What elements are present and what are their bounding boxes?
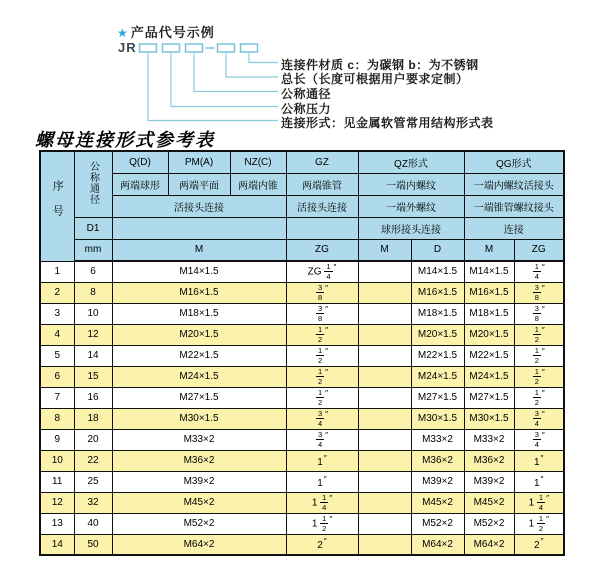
- cell-qz-m: [358, 282, 411, 303]
- cell-qg-m: M39×2: [464, 471, 514, 492]
- cell-dn-mm: 18: [74, 408, 112, 429]
- diagram-title-text: 产品代号示例: [130, 25, 215, 40]
- code-box-5: [241, 44, 258, 52]
- cell-serial: 13: [40, 513, 74, 534]
- header-zg-unit: ZG: [286, 239, 358, 261]
- cell-qz-d: M36×2: [411, 450, 464, 471]
- cell-m-thread: M52×2: [112, 513, 286, 534]
- cell-serial: 6: [40, 366, 74, 387]
- cell-gz-zg: 1″: [286, 471, 358, 492]
- header-row-descriptions: [40, 173, 564, 195]
- cell-qz-d: M14×1.5: [411, 261, 464, 282]
- cell-gz-zg: $\frac{3}{8}$ ″: [286, 303, 358, 324]
- cell-qz-d: M16×1.5: [411, 282, 464, 303]
- header-pm-code: PM(A): [168, 151, 230, 173]
- cell-qg-zg: $\frac{1}{2}$ ″: [514, 345, 564, 366]
- cell-qg-m: M27×1.5: [464, 387, 514, 408]
- cell-gz-zg: $\frac{1}{2}$ ″: [286, 366, 358, 387]
- cell-qg-m: M45×2: [464, 492, 514, 513]
- cell-dn-mm: 25: [74, 471, 112, 492]
- cell-qz-d: M45×2: [411, 492, 464, 513]
- cell-serial: 9: [40, 429, 74, 450]
- table-row: [40, 366, 564, 387]
- header-q-code: Q(D): [112, 151, 168, 173]
- cell-dn-mm: 8: [74, 282, 112, 303]
- cell-qz-m: [358, 492, 411, 513]
- cell-gz-zg: $\frac{1}{2}$ ″: [286, 387, 358, 408]
- cell-qg-m: M20×1.5: [464, 324, 514, 345]
- cell-qz-d: M27×1.5: [411, 387, 464, 408]
- header-row-units: [40, 239, 564, 261]
- product-code-prefix: JR: [118, 40, 137, 55]
- code-box-2: [163, 44, 180, 52]
- table-row: [40, 282, 564, 303]
- cell-dn-mm: 6: [74, 261, 112, 282]
- table-row: [40, 534, 564, 555]
- header-blank-gz: [286, 217, 358, 239]
- cell-qg-zg: 1 $\frac{1}{4}$ ″: [514, 492, 564, 513]
- cell-qz-d: M22×1.5: [411, 345, 464, 366]
- cell-qz-m: [358, 261, 411, 282]
- cell-qg-m: M30×1.5: [464, 408, 514, 429]
- cell-qg-m: M16×1.5: [464, 282, 514, 303]
- cell-dn-mm: 32: [74, 492, 112, 513]
- header-row-connection-type: [40, 195, 564, 217]
- cell-gz-zg: $\frac{3}{4}$ ″: [286, 408, 358, 429]
- leader-line-length: [226, 52, 278, 77]
- cell-gz-zg: 2″: [286, 534, 358, 555]
- table-row: [40, 450, 564, 471]
- cell-qg-zg: $\frac{1}{2}$ ″: [514, 324, 564, 345]
- cell-serial: 8: [40, 408, 74, 429]
- table-row: [40, 408, 564, 429]
- header-mm: mm: [74, 239, 112, 261]
- cell-qg-zg: $\frac{3}{8}$ ″: [514, 282, 564, 303]
- cell-qz-d: M33×2: [411, 429, 464, 450]
- nut-connection-reference-table: [39, 150, 565, 556]
- cell-qz-m: [358, 513, 411, 534]
- cell-qg-m: M64×2: [464, 534, 514, 555]
- cell-serial: 14: [40, 534, 74, 555]
- cell-qg-zg: $\frac{1}{2}$ ″: [514, 366, 564, 387]
- leader-line-pressure: [171, 52, 278, 107]
- star-icon: ★: [117, 26, 129, 40]
- header-row-d1: [40, 217, 564, 239]
- cell-qg-m: M36×2: [464, 450, 514, 471]
- cell-dn-mm: 50: [74, 534, 112, 555]
- header-qg-desc: 一端内螺纹活接头: [464, 173, 564, 195]
- header-qg-zg-unit: ZG: [514, 239, 564, 261]
- header-qz-code: QZ形式: [358, 151, 464, 173]
- header-nz-desc: 两端内锥: [230, 173, 286, 195]
- table-body: [40, 261, 564, 555]
- cell-m-thread: M20×1.5: [112, 324, 286, 345]
- code-box-3: [186, 44, 203, 52]
- cell-qg-zg: $\frac{3}{8}$ ″: [514, 303, 564, 324]
- cell-gz-zg: $\frac{1}{2}$ ″: [286, 324, 358, 345]
- cell-gz-zg: $\frac{1}{2}$ ″: [286, 345, 358, 366]
- leader-line-material: [249, 52, 278, 63]
- cell-qg-m: M24×1.5: [464, 366, 514, 387]
- cell-m-thread: M33×2: [112, 429, 286, 450]
- cell-qz-m: [358, 366, 411, 387]
- cell-dn-mm: 20: [74, 429, 112, 450]
- cell-m-thread: M16×1.5: [112, 282, 286, 303]
- cell-qg-zg: 1 $\frac{1}{2}$ ″: [514, 513, 564, 534]
- cell-gz-zg: 1″: [286, 450, 358, 471]
- label-nominal-diameter: 公称通径: [281, 87, 332, 101]
- cell-m-thread: M27×1.5: [112, 387, 286, 408]
- cell-gz-zg: $\frac{3}{4}$ ″: [286, 429, 358, 450]
- table-row: [40, 324, 564, 345]
- cell-qz-m: [358, 345, 411, 366]
- cell-m-thread: M24×1.5: [112, 366, 286, 387]
- cell-dn-mm: 16: [74, 387, 112, 408]
- cell-qz-m: [358, 534, 411, 555]
- header-qz-d-unit: D: [411, 239, 464, 261]
- cell-gz-zg: ZG $\frac{1}{4}$ ″: [286, 261, 358, 282]
- cell-gz-zg: $\frac{3}{8}$ ″: [286, 282, 358, 303]
- cell-serial: 12: [40, 492, 74, 513]
- cell-qg-zg: 1″: [514, 471, 564, 492]
- header-serial: 序号: [40, 151, 74, 261]
- header-qz-ball-joint: 球形接头连接: [358, 217, 464, 239]
- cell-qg-m: M14×1.5: [464, 261, 514, 282]
- cell-qg-zg: 2″: [514, 534, 564, 555]
- cell-m-thread: M30×1.5: [112, 408, 286, 429]
- cell-qz-d: M30×1.5: [411, 408, 464, 429]
- code-box-4: [218, 44, 235, 52]
- cell-serial: 4: [40, 324, 74, 345]
- cell-qz-m: [358, 408, 411, 429]
- table-row: [40, 261, 564, 282]
- table-row: [40, 387, 564, 408]
- cell-qz-d: M20×1.5: [411, 324, 464, 345]
- cell-qz-m: [358, 450, 411, 471]
- cell-dn-mm: 15: [74, 366, 112, 387]
- cell-serial: 5: [40, 345, 74, 366]
- label-nominal-pressure: 公称压力: [281, 102, 332, 116]
- cell-m-thread: M45×2: [112, 492, 286, 513]
- cell-m-thread: M22×1.5: [112, 345, 286, 366]
- header-qz-desc: 一端内螺纹: [358, 173, 464, 195]
- table-row: [40, 471, 564, 492]
- cell-m-thread: M39×2: [112, 471, 286, 492]
- cell-qz-d: M52×2: [411, 513, 464, 534]
- cell-serial: 2: [40, 282, 74, 303]
- header-blank-qpn: [112, 217, 286, 239]
- header-qg-taper-thread: 一端锥管螺纹接头: [464, 195, 564, 217]
- leader-line-diameter: [194, 52, 278, 92]
- cell-qz-d: M39×2: [411, 471, 464, 492]
- label-connector-material: 连接件材质 c：为碳钢 b：为不锈钢: [281, 58, 479, 72]
- header-nz-code: NZ(C): [230, 151, 286, 173]
- cell-qg-zg: $\frac{1}{4}$ ″: [514, 261, 564, 282]
- header-gz-union: 活接头连接: [286, 195, 358, 217]
- cell-qz-m: [358, 471, 411, 492]
- cell-gz-zg: 1 $\frac{1}{4}$ ″: [286, 492, 358, 513]
- cell-qg-m: M33×2: [464, 429, 514, 450]
- cell-qz-d: M64×2: [411, 534, 464, 555]
- header-d1: D1: [74, 217, 112, 239]
- cell-dn-mm: 22: [74, 450, 112, 471]
- cell-serial: 7: [40, 387, 74, 408]
- cell-serial: 1: [40, 261, 74, 282]
- cell-m-thread: M64×2: [112, 534, 286, 555]
- diagram-title: [117, 22, 215, 41]
- cell-dn-mm: 40: [74, 513, 112, 534]
- cell-qg-m: M18×1.5: [464, 303, 514, 324]
- label-total-length: 总长（长度可根据用户要求定制）: [281, 72, 469, 86]
- cell-qg-zg: $\frac{3}{4}$ ″: [514, 429, 564, 450]
- header-dn: 公称通径: [74, 151, 112, 217]
- cell-qz-m: [358, 429, 411, 450]
- table-row: [40, 345, 564, 366]
- header-qz-ext-thread: 一端外螺纹: [358, 195, 464, 217]
- cell-qg-m: M22×1.5: [464, 345, 514, 366]
- cell-qg-zg: $\frac{3}{4}$ ″: [514, 408, 564, 429]
- cell-serial: 11: [40, 471, 74, 492]
- header-pm-desc: 两端平面: [168, 173, 230, 195]
- cell-serial: 10: [40, 450, 74, 471]
- header-gz-desc: 两端锥管: [286, 173, 358, 195]
- table-row: [40, 429, 564, 450]
- table-title: 螺母连接形式参考表: [35, 130, 215, 150]
- code-box-1: [140, 44, 157, 52]
- cell-m-thread: M14×1.5: [112, 261, 286, 282]
- header-qz-m-unit: M: [358, 239, 411, 261]
- header-union-connection: 活接头连接: [112, 195, 286, 217]
- cell-qg-m: M52×2: [464, 513, 514, 534]
- cell-dn-mm: 14: [74, 345, 112, 366]
- cell-m-thread: M36×2: [112, 450, 286, 471]
- table-row: [40, 513, 564, 534]
- header-gz-code: GZ: [286, 151, 358, 173]
- cell-m-thread: M18×1.5: [112, 303, 286, 324]
- header-qg-connect: 连接: [464, 217, 564, 239]
- cell-dn-mm: 10: [74, 303, 112, 324]
- cell-qz-m: [358, 387, 411, 408]
- cell-dn-mm: 12: [74, 324, 112, 345]
- cell-serial: 3: [40, 303, 74, 324]
- header-row-codes: [40, 151, 564, 173]
- cell-qg-zg: 1″: [514, 450, 564, 471]
- header-qg-code: QG形式: [464, 151, 564, 173]
- cell-qz-m: [358, 303, 411, 324]
- cell-gz-zg: 1 $\frac{1}{2}$ ″: [286, 513, 358, 534]
- label-connection-form: 连接形式：见金属软管常用结构形式表: [281, 116, 494, 130]
- cell-qg-zg: $\frac{1}{2}$ ″: [514, 387, 564, 408]
- cell-qz-d: M18×1.5: [411, 303, 464, 324]
- table-row: [40, 492, 564, 513]
- cell-qz-m: [358, 324, 411, 345]
- header-q-desc: 两端球形: [112, 173, 168, 195]
- table-row: [40, 303, 564, 324]
- header-qg-m-unit: M: [464, 239, 514, 261]
- header-m-unit: M: [112, 239, 286, 261]
- cell-qz-d: M24×1.5: [411, 366, 464, 387]
